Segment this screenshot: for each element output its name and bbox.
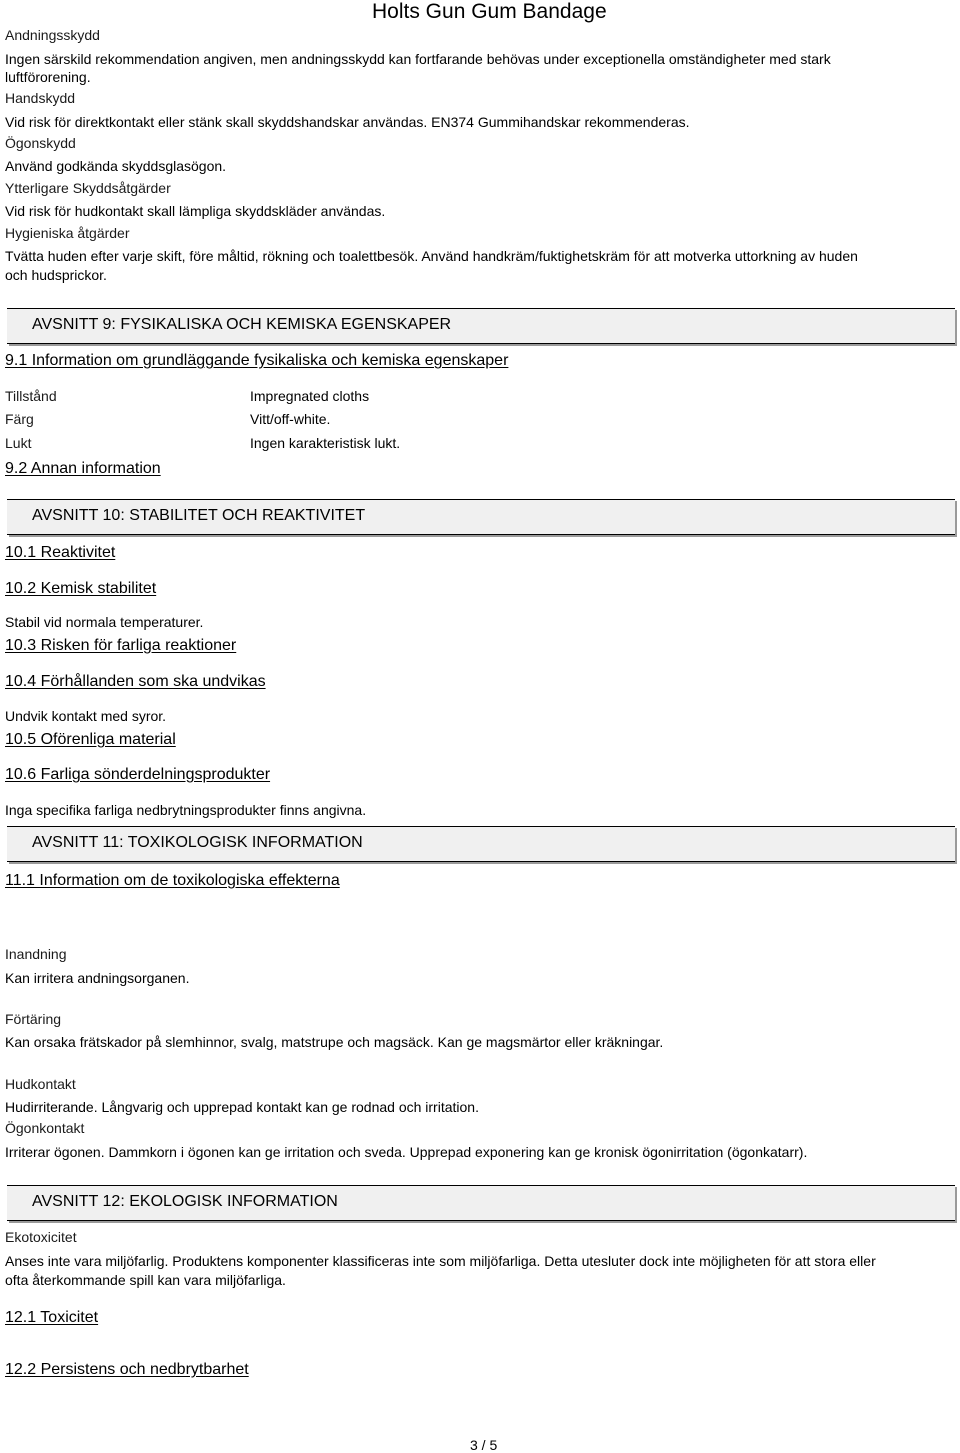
section-11-header xyxy=(7,826,955,862)
prop-value-tillstand: Impregnated cloths xyxy=(250,388,370,404)
ogonskydd-text: Använd godkända skyddsglasögon. xyxy=(5,158,227,174)
ogonkontakt-text: Irriterar ögonen. Dammkorn i ögonen kan ge irritation och sveda. Upprepad exponering kan ge kronisk ögonirritation (ögonkatarr). xyxy=(5,1144,808,1160)
subsection-10-6: 10.6 Farliga sönderdelningsprodukter xyxy=(5,766,271,783)
ekotoxicitet-text-line-2: ofta återkommande spill kan vara miljöfarliga. xyxy=(5,1272,286,1288)
andningsskydd-text-line-2: luftförorening. xyxy=(5,69,91,85)
ytterligare-skyddsatgarder-text: Vid risk för hudkontakt skall lämpliga skyddskläder användas. xyxy=(5,203,386,219)
fortaring-label: Förtäring xyxy=(5,1011,62,1027)
prop-label-farg: Färg xyxy=(5,411,34,427)
prop-value-farg: Vitt/off-white. xyxy=(250,411,331,427)
subsection-10-2: 10.2 Kemisk stabilitet xyxy=(5,580,157,597)
subsection-12-1: 12.1 Toxicitet xyxy=(5,1309,99,1326)
hygieniska-atgarder-text-line-2: och hudsprickor. xyxy=(5,267,107,283)
subsection-9-2: 9.2 Annan information xyxy=(5,460,161,477)
page-number: 3 / 5 xyxy=(470,1437,498,1453)
subsection-12-2: 12.2 Persistens och nedbrytbarhet xyxy=(5,1361,249,1378)
text-10-4: Undvik kontakt med syror. xyxy=(5,708,167,724)
ytterligare-skyddsatgarder-label: Ytterligare Skyddsåtgärder xyxy=(5,180,171,196)
document-title: Holts Gun Gum Bandage xyxy=(372,0,607,23)
section-12-title: AVSNITT 12: EKOLOGISK INFORMATION xyxy=(32,1193,338,1210)
subsection-10-4: 10.4 Förhållanden som ska undvikas xyxy=(5,673,266,690)
subsection-11-1: 11.1 Information om de toxikologiska effekterna xyxy=(5,872,340,889)
ekotoxicitet-label: Ekotoxicitet xyxy=(5,1229,77,1245)
text-10-6: Inga specifika farliga nedbrytningsprodukter finns angivna. xyxy=(5,802,367,818)
hudkontakt-label: Hudkontakt xyxy=(5,1076,76,1092)
section-9-header xyxy=(7,308,955,344)
section-9-title: AVSNITT 9: FYSIKALISKA OCH KEMISKA EGENSKAPER xyxy=(32,316,452,333)
hygieniska-atgarder-label: Hygieniska åtgärder xyxy=(5,225,130,241)
prop-label-lukt: Lukt xyxy=(5,435,32,451)
section-10-title: AVSNITT 10: STABILITET OCH REAKTIVITET xyxy=(32,507,366,524)
text-10-2: Stabil vid normala temperaturer. xyxy=(5,614,204,630)
andningsskydd-text-line-1: Ingen särskild rekommendation angiven, men andningsskydd kan fortfarande behövas under exceptionella omständigheter med stark xyxy=(5,51,831,67)
section-10-header xyxy=(7,499,955,535)
andningsskydd-label: Andningsskydd xyxy=(5,27,100,43)
prop-label-tillstand: Tillstånd xyxy=(5,388,57,404)
inandning-label: Inandning xyxy=(5,946,67,962)
handskydd-text: Vid risk för direktkontakt eller stänk skall skyddshandskar användas. EN374 Gummihandskar rekommenderas. xyxy=(5,114,690,130)
section-11-title: AVSNITT 11: TOXIKOLOGISK INFORMATION xyxy=(32,834,363,851)
subsection-10-3: 10.3 Risken för farliga reaktioner xyxy=(5,637,237,654)
prop-value-lukt: Ingen karakteristisk lukt. xyxy=(250,435,401,451)
hudkontakt-text: Hudirriterande. Långvarig och upprepad kontakt kan ge rodnad och irritation. xyxy=(5,1099,479,1115)
subsection-9-1: 9.1 Information om grundläggande fysikaliska och kemiska egenskaper xyxy=(5,352,509,369)
ekotoxicitet-text-line-1: Anses inte vara miljöfarlig. Produktens komponenter klassificeras inte som miljöfarliga. Detta utesluter dock inte möjligheten för att stora eller xyxy=(5,1253,876,1269)
subsection-10-1: 10.1 Reaktivitet xyxy=(5,544,116,561)
subsection-10-5: 10.5 Oförenliga material xyxy=(5,731,176,748)
hygieniska-atgarder-text-line-1: Tvätta huden efter varje skift, före måltid, rökning och toalettbesök. Använd handkräm/fuktighetskräm för att motverka uttorkning av huden xyxy=(5,248,858,264)
section-12-header xyxy=(7,1185,955,1221)
ogonkontakt-label: Ögonkontakt xyxy=(5,1120,85,1136)
inandning-text: Kan irritera andningsorganen. xyxy=(5,970,190,986)
handskydd-label: Handskydd xyxy=(5,90,76,106)
fortaring-text: Kan orsaka frätskador på slemhinnor, svalg, matstrupe och magsäck. Kan ge magsmärtor eller kräkningar. xyxy=(5,1034,664,1050)
ogonskydd-label: Ögonskydd xyxy=(5,135,76,151)
